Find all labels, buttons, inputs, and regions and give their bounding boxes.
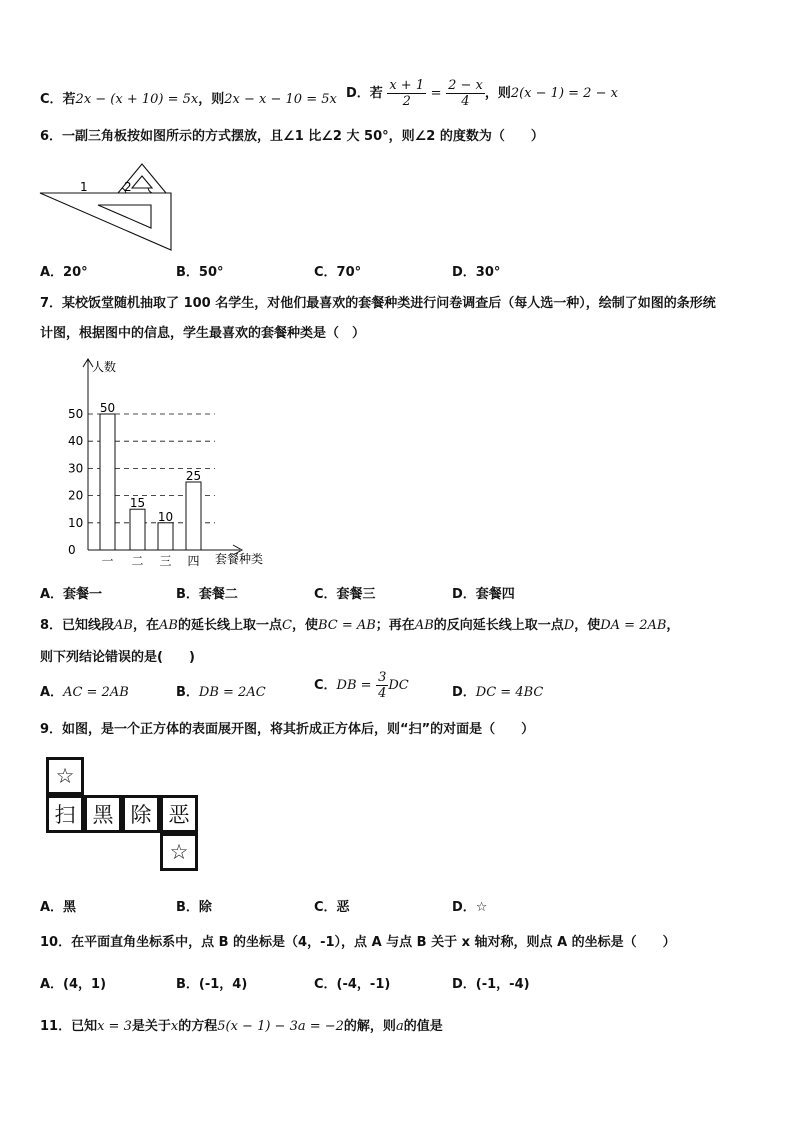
- y-tick-label: 40: [68, 434, 84, 449]
- net-cell-chu: 除: [122, 795, 160, 833]
- y-tick-label: 50: [68, 407, 84, 421]
- q7-option-d[interactable]: D．套餐四: [452, 587, 515, 602]
- y-tick-label: 10: [68, 515, 84, 530]
- q5-option-c: C．若2x − (x + 10) = 5x，则2x − x − 10 = 5x: [40, 92, 337, 107]
- bar-data-label: 50: [99, 401, 116, 415]
- bar: [100, 414, 115, 550]
- y-tick-label: 30: [68, 461, 84, 476]
- q6-stem: 6．一副三角板按如图所示的方式摆放，且∠1 比∠2 大 50°，则∠2 的度数为（ ）: [40, 129, 544, 144]
- net-cell-hei: 黑: [84, 795, 122, 833]
- q9-option-a[interactable]: A．黑: [40, 900, 77, 915]
- q8-option-d[interactable]: D．DC = 4BC: [452, 685, 544, 700]
- net-cell-star-top: ☆: [46, 757, 84, 795]
- angle-2-label: 2: [124, 180, 132, 194]
- q5-option-d: D．若 $\frac{x + 1}{2}$ = $\frac{2 - x}{4}$ ，则2(x − 1) = 2 − x: [346, 78, 618, 109]
- q10-stem: 10．在平面直角坐标系中，点 B 的坐标是（4，-1），点 A 与点 B 关于 x 轴对称，则点 A 的坐标是（ ）: [40, 935, 676, 950]
- q7-bar-chart: [60, 355, 280, 570]
- q8-c-fraction: $\frac{3}{4}$: [378, 670, 387, 701]
- q8-stem-line-2: 则下列结论错误的是( ): [40, 650, 195, 665]
- q9-option-b[interactable]: B．除: [176, 900, 212, 915]
- q6-option-b[interactable]: B．50°: [176, 265, 224, 280]
- bar-data-label: 15: [129, 496, 146, 511]
- q5-c-equation-1: 2x − (x + 10) = 5x: [75, 92, 199, 107]
- set-square-30-inner: [98, 205, 151, 228]
- q6-option-c[interactable]: C．70°: [314, 265, 362, 280]
- q9-cube-net: [46, 757, 206, 877]
- q9-option-c[interactable]: C．恶: [314, 900, 350, 915]
- q5-d-fraction-1: $\frac{x + 1}{2}$: [389, 78, 425, 109]
- q7-option-b[interactable]: B．套餐二: [176, 587, 238, 602]
- category-label: 二: [131, 554, 144, 568]
- bar: [158, 523, 173, 550]
- net-cell-star-bottom: ☆: [160, 833, 198, 871]
- q6-option-a[interactable]: A．20°: [40, 265, 88, 280]
- q7-option-a[interactable]: A．套餐一: [40, 587, 103, 602]
- q11-stem: 11．已知x = 3是关于x的方程5(x − 1) − 3a = −2的解，则a的值是: [40, 1019, 443, 1034]
- y-axis-label: 人数: [92, 360, 117, 374]
- bar-data-label: 10: [157, 509, 174, 524]
- q5-c-equation-2: 2x − x − 10 = 5x: [224, 92, 337, 107]
- q10-option-d[interactable]: D．(-1，-4): [452, 977, 530, 992]
- y-tick-label: 0: [68, 543, 76, 557]
- q8-stem-line-1: 8．已知线段AB，在AB的延长线上取一点C，使BC = AB；再在AB的反向延长线上取一点D，使DA = 2AB，: [40, 618, 680, 633]
- q9-stem: 9．如图，是一个正方体的表面展开图，将其折成正方体后，则“扫”的对面是（ ）: [40, 722, 535, 737]
- q9-option-d[interactable]: D．☆: [452, 900, 488, 915]
- q7-stem-line-1: 7．某校饭堂随机抽取了 100 名学生，对他们最喜欢的套餐种类进行问卷调查后（每人选一种），绘制了如图的条形统: [40, 296, 716, 311]
- category-label: 四: [187, 554, 200, 568]
- q7-stem-line-2: 计图，根据图中的信息，学生最喜欢的套餐种类是（ ）: [40, 326, 366, 341]
- bar-data-label: 25: [185, 469, 202, 483]
- angle-1-label: 1: [80, 180, 88, 194]
- x-axis-label: 套餐种类: [215, 552, 264, 566]
- bar: [186, 482, 201, 550]
- y-tick-label: 20: [68, 488, 84, 503]
- bar: [130, 509, 145, 550]
- q8-option-a[interactable]: A．AC = 2AB: [40, 685, 129, 700]
- q5-d-equation-2: 2(x − 1) = 2 − x: [510, 86, 618, 101]
- q10-option-a[interactable]: A．(4，1): [40, 977, 107, 992]
- q8-option-b[interactable]: B．DB = 2AC: [176, 685, 266, 700]
- set-square-45-inner: [132, 176, 152, 188]
- category-label: 三: [159, 554, 172, 568]
- net-cell-e: 恶: [160, 795, 198, 833]
- q6-triangle-figure: [38, 160, 178, 252]
- q5-d-fraction-2: $\frac{2 - x}{4}$: [448, 78, 483, 109]
- q6-option-d[interactable]: D．30°: [452, 265, 501, 280]
- q10-option-c[interactable]: C．(-4，-1): [314, 977, 391, 992]
- net-cell-sao: 扫: [46, 795, 84, 833]
- q8-option-c[interactable]: C．DB = $\frac{3}{4}$ DC: [314, 670, 409, 701]
- q10-option-b[interactable]: B．(-1，4): [176, 977, 248, 992]
- category-label: 一: [101, 554, 114, 568]
- q7-option-c[interactable]: C．套餐三: [314, 587, 376, 602]
